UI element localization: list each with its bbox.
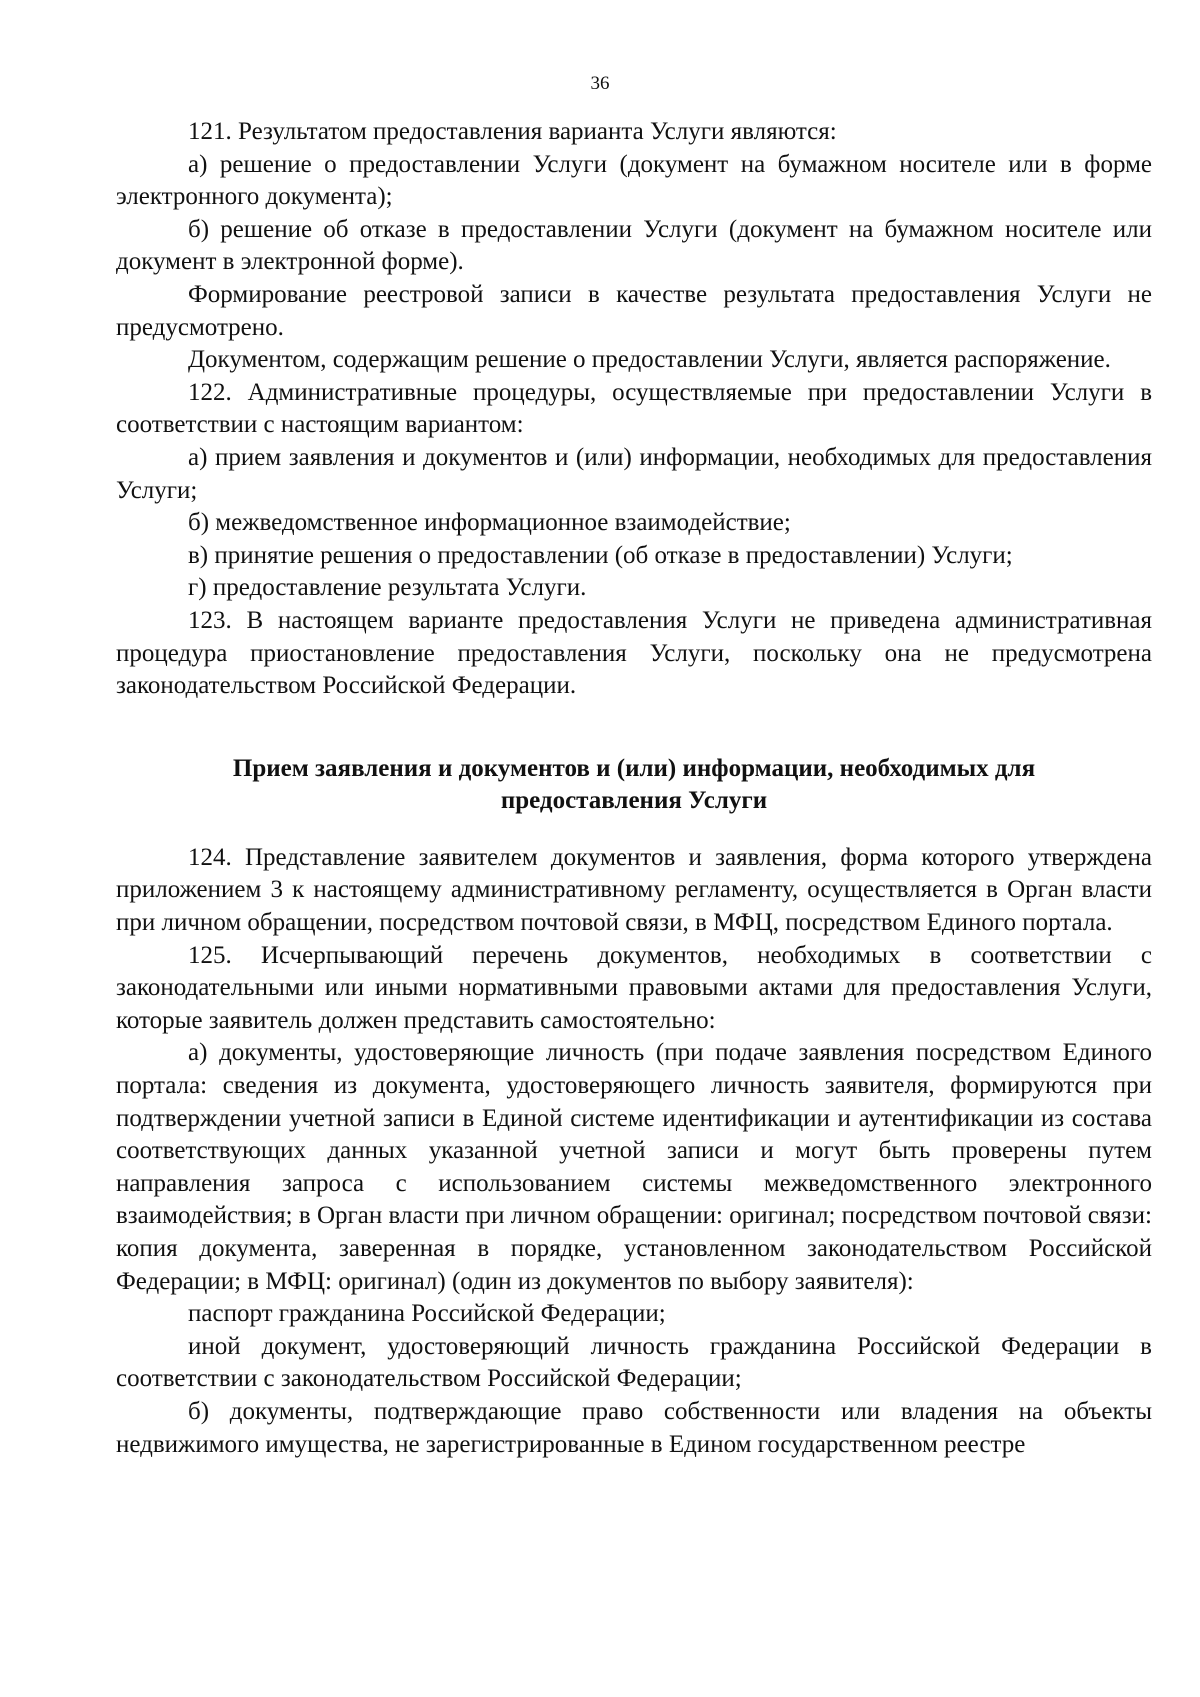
paragraph-125-b: б) документы, подтверждающие право собственности или владения на объекты недвижимого имущества, не зарегистрированные в Едином государственном реестре	[116, 1397, 1152, 1458]
paragraph-121-b: б) решение об отказе в предоставлении Услуги (документ на бумажном носителе или документ в электронной форме).	[116, 215, 1152, 276]
paragraph-other-id: иной документ, удостоверяющий личность гражданина Российской Федерации в соответствии с законодательством Российской Федерации;	[116, 1332, 1152, 1393]
paragraph-123: 123. В настоящем варианте предоставления Услуги не приведена административная процедура приостановление предоставления Услуги, поскольку она не предусмотрена законодательством Российской Федерации.	[116, 606, 1152, 700]
paragraph-122: 122. Административные процедуры, осуществляемые при предоставлении Услуги в соответствии с настоящим вариантом:	[116, 378, 1152, 439]
paragraph-122-a: а) прием заявления и документов и (или) информации, необходимых для предоставления Услуги;	[116, 443, 1152, 504]
paragraph-122-c: в) принятие решения о предоставлении (об отказе в предоставлении) Услуги;	[188, 541, 1013, 569]
paragraph-decision-document: Документом, содержащим решение о предоставлении Услуги, является распоряжение.	[188, 346, 1111, 374]
paragraph-registry-note: Формирование реестровой записи в качестве результата предоставления Услуги не предусмотрено.	[116, 280, 1152, 341]
section-heading: Прием заявления и документов и (или) информации, необходимых для предоставления Услуги	[232, 754, 1036, 815]
paragraph-122-d: г) предоставление результата Услуги.	[188, 574, 587, 602]
paragraph-122-b: б) межведомственное информационное взаимодействие;	[188, 509, 791, 537]
paragraph-121: 121. Результатом предоставления варианта Услуги являются:	[188, 118, 837, 145]
page-number: 36	[590, 73, 610, 94]
paragraph-125-a: а) документы, удостоверяющие личность (при подаче заявления посредством Единого портала: сведения из документа, удостоверяющего личность заявителя, формируются при подтверждении учетной записи в Единой системе идентификации и аутентификации из состава соответствующих данных указанной учетной записи и могут быть проверены путем направления запроса с использованием системы межведомственного электронного взаимодействия; в Орган власти при личном обращении: оригинал; посредством почтовой связи: копия документа, заверенная в порядке, установленном законодательством Российской Федерации; в МФЦ: оригинал) (один из документов по выбору заявителя):	[116, 1039, 1152, 1295]
paragraph-passport: паспорт гражданина Российской Федерации;	[188, 1300, 666, 1328]
document-body	[116, 116, 1152, 1461]
paragraph-121-a: а) решение о предоставлении Услуги (документ на бумажном носителе или в форме электронного документа);	[116, 150, 1152, 211]
paragraph-125: 125. Исчерпывающий перечень документов, необходимых в соответствии с законодательными или иными нормативными правовыми актами для предоставления Услуги, которые заявитель должен представить самостоятельно:	[116, 941, 1152, 1034]
paragraph-124: 124. Представление заявителем документов и заявления, форма которого утверждена приложением 3 к настоящему административному регламенту, осуществляется в Орган власти при личном обращении, посредством почтовой связи, в МФЦ, посредством Единого портала.	[116, 843, 1152, 937]
